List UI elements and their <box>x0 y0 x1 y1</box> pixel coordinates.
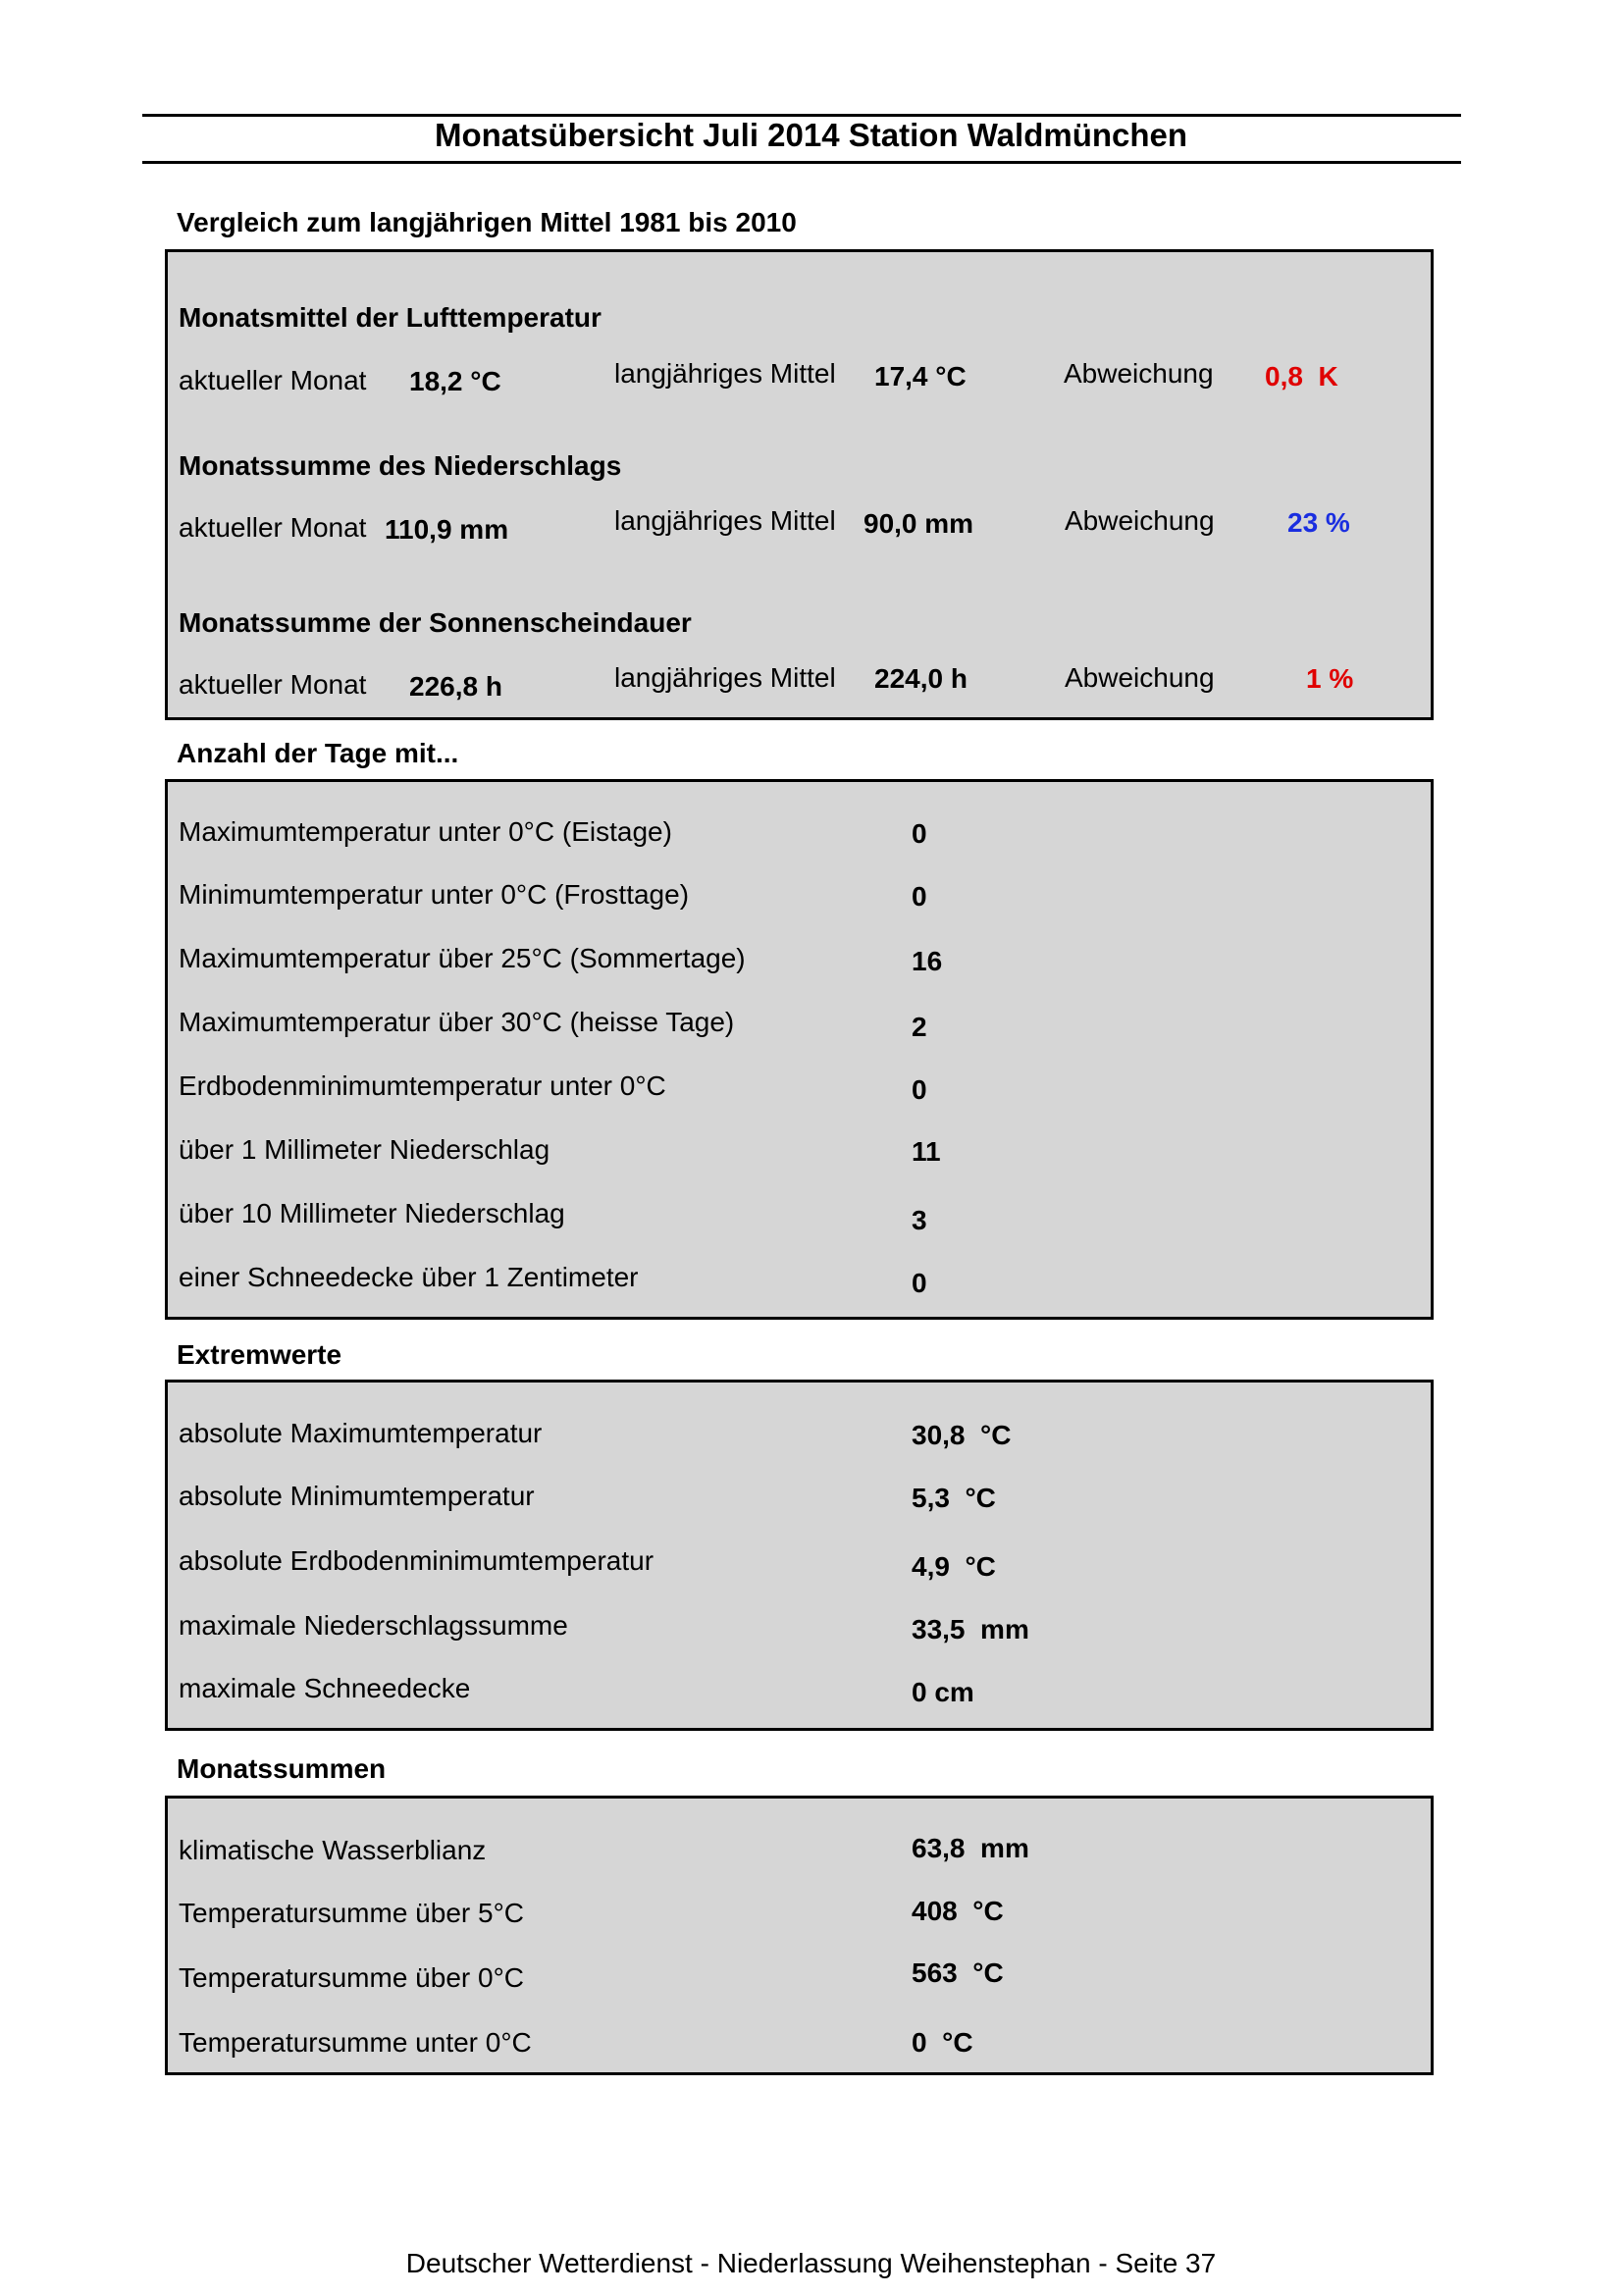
row-value: 30,8 °C <box>912 1420 1012 1450</box>
extremes-box <box>165 1380 1434 1731</box>
row-value: 0 <box>912 1074 927 1105</box>
extremes-heading: Extremwerte <box>177 1339 342 1370</box>
row-label: maximale Schneedecke <box>179 1673 471 1703</box>
row-label: absolute Erdbodenminimumtemperatur <box>179 1545 654 1576</box>
page-footer: Deutscher Wetterdienst - Niederlassung Weihenstephan - Seite 37 <box>405 2248 1217 2278</box>
row-label: absolute Minimumtemperatur <box>179 1481 535 1511</box>
precipitation-current-label: aktueller Monat <box>179 512 367 543</box>
row-value: 2 <box>912 1012 927 1042</box>
temperature-dev-label: Abweichung <box>1064 358 1214 389</box>
row-value: 4,9 °C <box>912 1551 996 1582</box>
row-value: 63,8 mm <box>912 1833 1029 1863</box>
row-label: klimatische Wasserblianz <box>179 1835 487 1865</box>
sunshine-title: Monatssumme der Sonnenscheindauer <box>179 607 692 638</box>
temperature-current-label: aktueller Monat <box>179 365 367 395</box>
page-title: Monatsübersicht Juli 2014 Station Waldmünchen <box>434 117 1188 153</box>
row-label: über 1 Millimeter Niederschlag <box>179 1134 550 1165</box>
sunshine-mean-value: 224,0 h <box>874 663 968 694</box>
row-value: 563 °C <box>912 1957 1004 1988</box>
sunshine-current-label: aktueller Monat <box>179 669 367 700</box>
row-label: Maximumtemperatur über 25°C (Sommertage) <box>179 943 746 973</box>
comparison-heading: Vergleich zum langjährigen Mittel 1981 bis 2010 <box>177 207 797 237</box>
row-value: 0 cm <box>912 1677 974 1707</box>
days-box <box>165 779 1434 1320</box>
row-label: über 10 Millimeter Niederschlag <box>179 1198 565 1228</box>
row-value: 408 °C <box>912 1896 1004 1926</box>
row-value: 33,5 mm <box>912 1614 1029 1644</box>
sunshine-dev-value: 1 % <box>1306 663 1354 694</box>
row-value: 0 °C <box>912 2027 973 2058</box>
precipitation-current-value: 110,9 mm <box>385 514 509 545</box>
row-value: 0 <box>912 818 927 849</box>
sunshine-mean-label: langjähriges Mittel <box>614 662 836 693</box>
row-value: 3 <box>912 1205 927 1235</box>
temperature-mean-value: 17,4 °C <box>874 361 967 391</box>
title-rule-bottom <box>142 161 1461 164</box>
temperature-mean-label: langjähriges Mittel <box>614 358 836 389</box>
row-value: 0 <box>912 881 927 912</box>
precipitation-dev-value: 23 % <box>1287 507 1350 538</box>
sums-box <box>165 1796 1434 2075</box>
row-label: Minimumtemperatur unter 0°C (Frosttage) <box>179 879 690 910</box>
temperature-dev-value: 0,8 K <box>1265 361 1338 391</box>
row-value: 11 <box>912 1136 941 1167</box>
precipitation-dev-label: Abweichung <box>1065 505 1215 536</box>
days-heading: Anzahl der Tage mit... <box>177 738 459 768</box>
row-value: 5,3 °C <box>912 1483 996 1513</box>
temperature-title: Monatsmittel der Lufttemperatur <box>179 302 602 333</box>
row-label: Temperatursumme unter 0°C <box>179 2027 532 2058</box>
comparison-box <box>165 249 1434 720</box>
row-value: 16 <box>912 946 943 976</box>
sunshine-dev-label: Abweichung <box>1065 662 1215 693</box>
sums-heading: Monatssummen <box>177 1753 387 1784</box>
precipitation-mean-label: langjähriges Mittel <box>614 505 836 536</box>
precipitation-title: Monatssumme des Niederschlags <box>179 450 622 481</box>
row-label: einer Schneedecke über 1 Zentimeter <box>179 1262 639 1292</box>
row-value: 0 <box>912 1268 927 1298</box>
row-label: maximale Niederschlagssumme <box>179 1610 568 1641</box>
temperature-current-value: 18,2 °C <box>409 366 501 396</box>
row-label: Temperatursumme über 0°C <box>179 1962 524 1993</box>
row-label: Temperatursumme über 5°C <box>179 1898 524 1928</box>
row-label: Erdbodenminimumtemperatur unter 0°C <box>179 1070 666 1101</box>
precipitation-mean-value: 90,0 mm <box>863 508 974 539</box>
sunshine-current-value: 226,8 h <box>409 671 502 702</box>
row-label: absolute Maximumtemperatur <box>179 1418 543 1448</box>
row-label: Maximumtemperatur unter 0°C (Eistage) <box>179 816 672 847</box>
row-label: Maximumtemperatur über 30°C (heisse Tage) <box>179 1007 735 1037</box>
